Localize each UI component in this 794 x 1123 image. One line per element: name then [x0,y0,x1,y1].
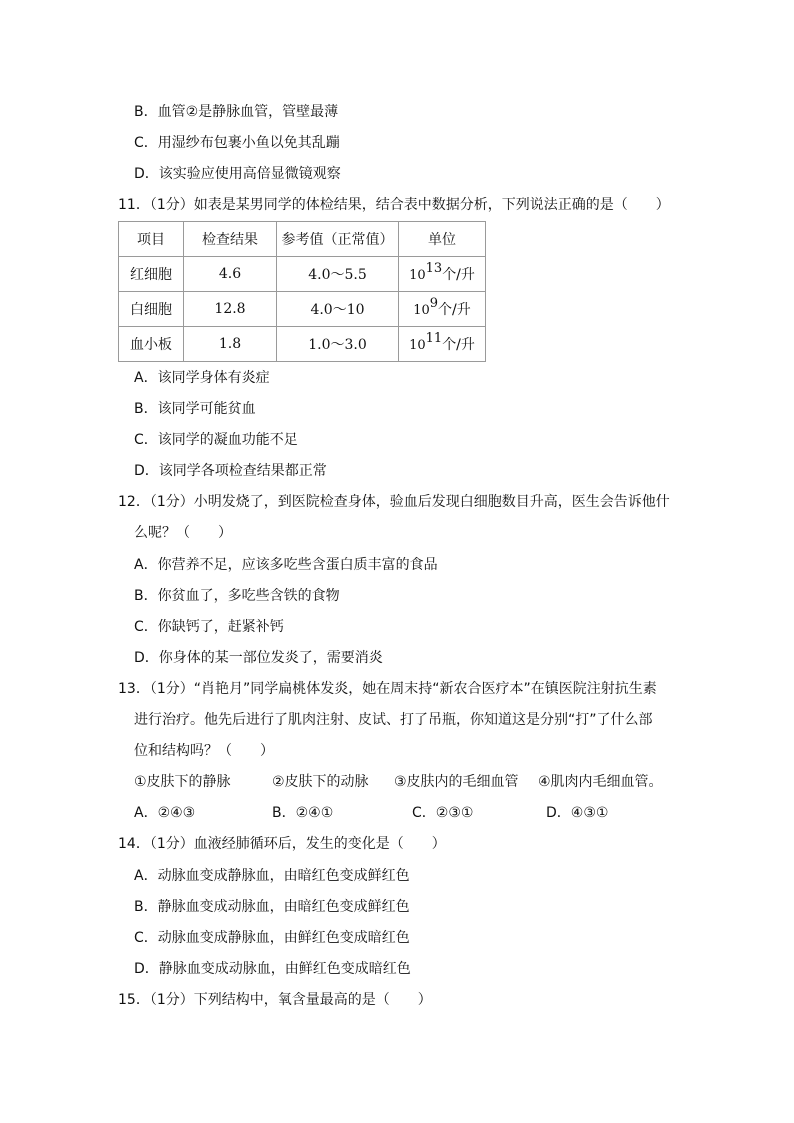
table-cell-result: 4.6 [184,257,277,292]
q14-option-d: D．静脉血变成动脉血，由鲜红色变成暗红色 [134,961,411,977]
table-cell-ref: 4.0～10 [277,292,399,327]
q12-option-d: D．你身体的某一部位发炎了，需要消炎 [134,650,383,666]
q13-item-2: ②皮肤下的动脉 [272,774,369,790]
table-header-cell: 单位 [399,222,486,257]
table-header-cell: 项目 [119,222,184,257]
table-header-cell: 参考值（正常值） [277,222,399,257]
unit-base: 10 [413,303,430,318]
table-header-cell: 检查结果 [184,222,277,257]
q14-option-c: C．动脉血变成静脉血，由鲜红色变成暗红色 [134,930,410,946]
table-cell-item: 白细胞 [119,292,184,327]
q14-option-b: B．静脉血变成动脉血，由暗红色变成鲜红色 [134,899,410,915]
q11-option-a: A．该同学身体有炎症 [134,370,270,386]
unit-tail: 个/升 [438,302,471,318]
q14-stem: 14．（1分）血液经肺循环后，发生的变化是（ ） [118,836,446,852]
table-cell-item: 血小板 [119,327,184,362]
table-cell-unit [399,257,486,292]
q13-stem-line2: 进行治疗。他先后进行了肌肉注射、皮试、打了吊瓶，你知道这是分别“打”了什么部 [134,712,653,728]
q13-option-a: A．②④③ [134,805,196,821]
table-cell-ref: 4.0～5.5 [277,257,399,292]
unit-base: 10 [409,268,426,283]
q13-stem-line1: 13．（1分）“肖艳月”同学扁桃体发炎，她在周末持“新农合医疗本”在镇医院注射抗生素 [118,681,657,697]
q12-stem-line2: 么呢？（ ） [134,525,232,541]
unit-tail: 个/升 [442,267,475,283]
q13-item-3: ③皮肤内的毛细血管 [394,774,519,790]
q12-option-b: B．你贫血了，多吃些含铁的食物 [134,588,340,604]
q11-option-c: C．该同学的凝血功能不足 [134,432,298,448]
q13-item-1: ①皮肤下的静脉 [134,774,231,790]
unit-exponent: 9 [429,296,439,312]
q11-option-b: B．该同学可能贫血 [134,401,256,417]
unit-exponent: 11 [425,331,443,347]
unit-tail: 个/升 [442,337,475,353]
q10-option-c: C．用湿纱布包裹小鱼以免其乱蹦 [134,135,340,151]
q11-option-d: D．该同学各项检查结果都正常 [134,463,327,479]
q13-option-c: C．②③① [412,805,474,821]
table-row [119,257,486,292]
table-cell-result: 12.8 [184,292,277,327]
q12-option-c: C．你缺钙了，赶紧补钙 [134,619,284,635]
table-cell-item: 红细胞 [119,257,184,292]
unit-base: 10 [409,338,426,353]
table-cell-result: 1.8 [184,327,277,362]
table-header-row [119,222,486,257]
table-cell-unit [399,327,486,362]
table-cell-unit [399,292,486,327]
blood-test-table [118,221,486,362]
q13-item-4: ④肌肉内毛细血管。 [538,774,663,790]
q12-option-a: A．你营养不足，应该多吃些含蛋白质丰富的食品 [134,557,438,573]
table-row [119,292,486,327]
q12-stem-line1: 12．（1分）小明发烧了，到医院检查身体，验血后发现白细胞数目升高，医生会告诉他什 [118,494,670,510]
table-row [119,327,486,362]
q14-option-a: A．动脉血变成静脉血，由暗红色变成鲜红色 [134,868,410,884]
q10-option-d: D．该实验应使用高倍显微镜观察 [134,166,341,182]
q13-stem-line3: 位和结构吗？（ ） [134,743,274,759]
q13-option-d: D．④③① [546,805,609,821]
q10-option-b: B．血管②是静脉血管，管壁最薄 [134,104,339,120]
table-cell-ref: 1.0～3.0 [277,327,399,362]
unit-exponent: 13 [425,261,443,277]
q13-option-b: B．②④① [272,805,334,821]
q11-stem: 11．（1分）如表是某男同学的体检结果，结合表中数据分析，下列说法正确的是（ ） [118,197,670,213]
q15-stem: 15．（1分）下列结构中，氧含量最高的是（ ） [118,992,432,1008]
